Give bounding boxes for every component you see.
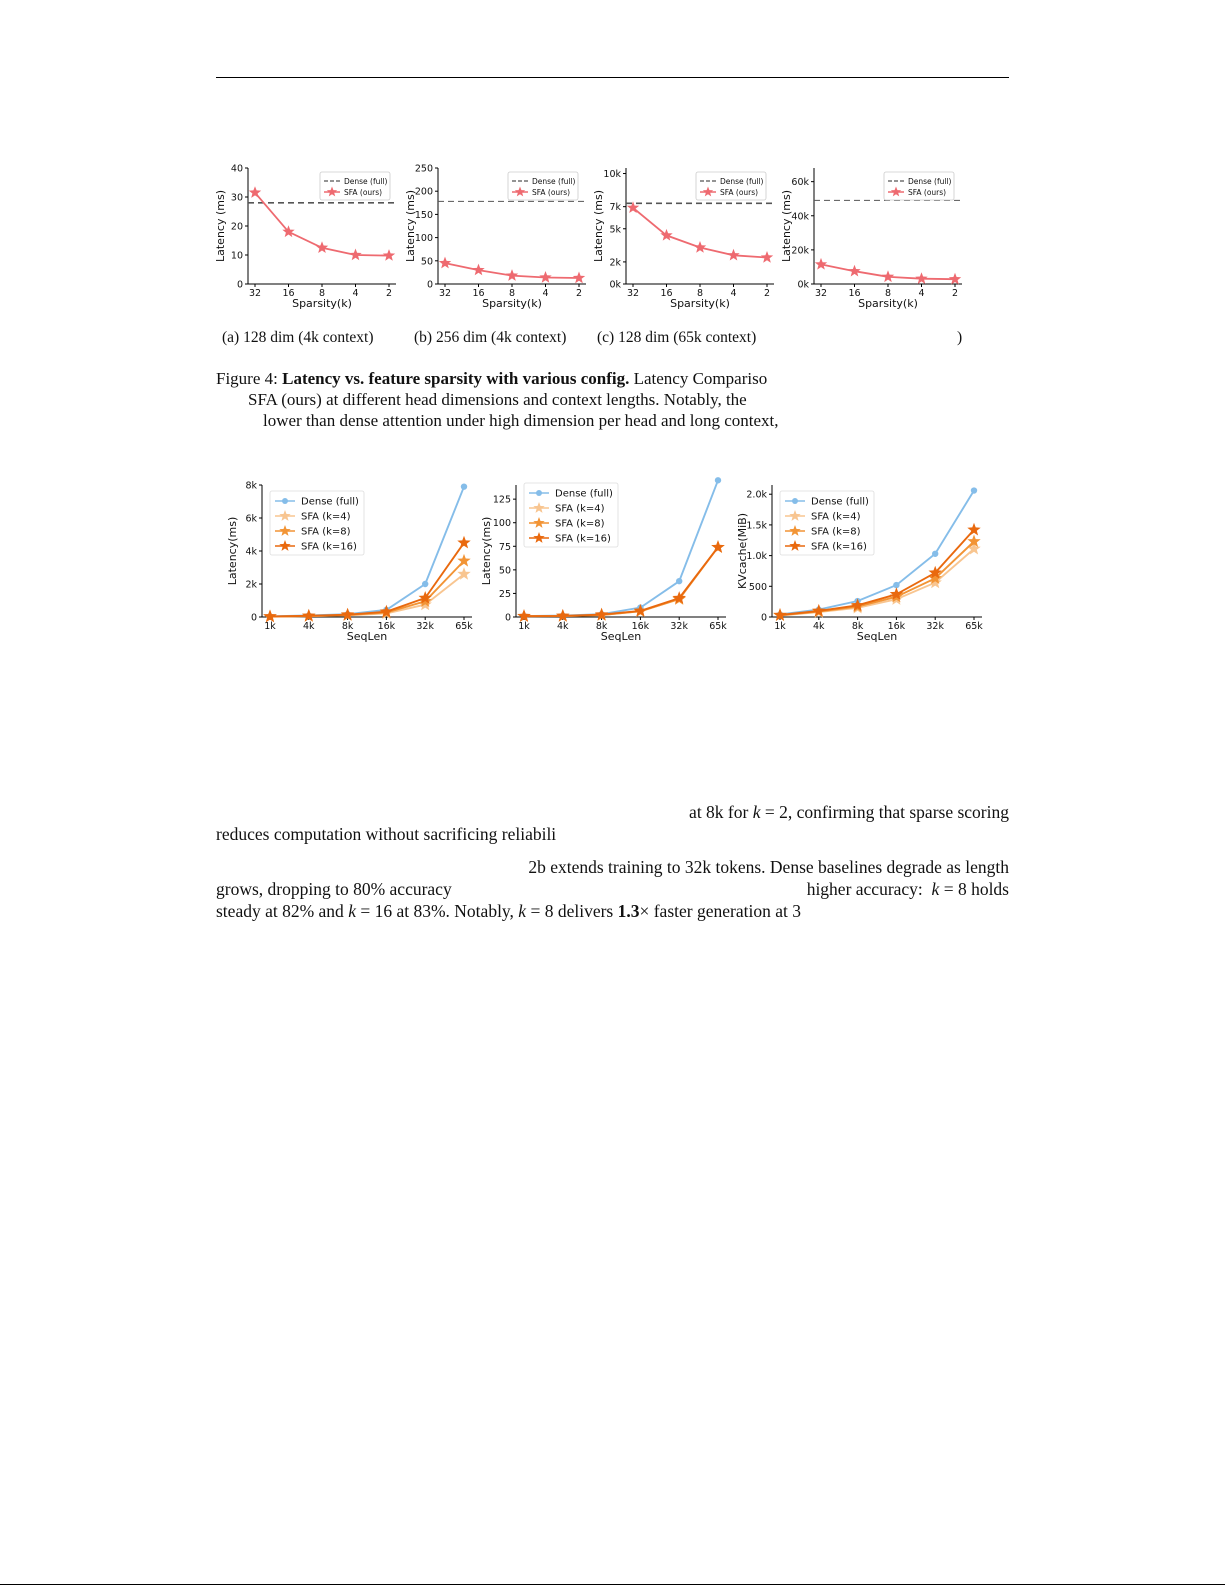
y-axis-label: Latency(ms) bbox=[226, 516, 239, 586]
legend-label: SFA (k=4) bbox=[301, 511, 351, 523]
x-tick-label: 8k bbox=[851, 621, 864, 632]
para2-line1: 2b extends training to 32k tokens. Dense baselines degrade as length bbox=[528, 857, 1009, 877]
y-tick-label: 40 bbox=[230, 163, 243, 175]
para2-line2a: grows, dropping to 80% accuracy bbox=[216, 879, 452, 899]
x-tick-label: 4k bbox=[303, 621, 315, 632]
x-axis-label: Sparsity(k) bbox=[670, 297, 730, 310]
fig4-chart-a bbox=[214, 160, 404, 315]
x-axis-label: Sparsity(k) bbox=[858, 297, 918, 310]
x-tick-label: 65k bbox=[965, 621, 983, 632]
legend-swatch-marker bbox=[536, 490, 542, 496]
subcaption-d-paren: ) bbox=[957, 329, 963, 346]
para1-line1: at 8k for k = 2, confirming that sparse scoring bbox=[689, 802, 1009, 822]
legend-label: Dense (full) bbox=[301, 496, 359, 508]
subcaption-c: (c) 128 dim (65k context) bbox=[597, 329, 757, 346]
legend-sfa-label: SFA (ours) bbox=[720, 188, 759, 197]
x-tick-label: 1k bbox=[518, 621, 530, 632]
subcaption-b: (b) 256 dim (4k context) bbox=[414, 329, 567, 346]
x-tick-label: 4 bbox=[542, 288, 549, 299]
legend-label: SFA (k=8) bbox=[301, 526, 351, 538]
series-line bbox=[270, 574, 464, 617]
caption-text-1: Latency Compariso bbox=[633, 369, 768, 388]
y-axis-label: Latency (ms) bbox=[592, 189, 605, 263]
y-tick-label: 6k bbox=[245, 513, 257, 525]
y-tick-label: 0 bbox=[760, 612, 767, 624]
dense-data-point bbox=[932, 551, 938, 557]
y-tick-label: 20k bbox=[791, 245, 809, 257]
x-axis-label: SeqLen bbox=[346, 630, 388, 643]
y-tick-label: 1.0k bbox=[746, 551, 767, 563]
fig5-chart-kvcache bbox=[734, 477, 994, 649]
legend-label: SFA (k=4) bbox=[811, 511, 861, 523]
sfa-data-point bbox=[439, 257, 451, 269]
x-tick-label: 8 bbox=[318, 288, 326, 299]
x-tick-label: 16k bbox=[887, 621, 906, 632]
sfa-data-point bbox=[727, 249, 739, 261]
x-tick-label: 8 bbox=[884, 288, 892, 299]
x-tick-label: 8k bbox=[341, 621, 354, 632]
x-tick-label: 8 bbox=[696, 288, 704, 299]
legend-sfa-label: SFA (ours) bbox=[532, 188, 571, 197]
y-tick-label: 60k bbox=[791, 177, 809, 189]
sfa-data-point bbox=[349, 249, 361, 261]
y-tick-label: 150 bbox=[414, 209, 433, 221]
x-tick-label: 2 bbox=[951, 288, 959, 299]
sfa-data-point bbox=[815, 258, 827, 270]
x-tick-label: 4 bbox=[730, 288, 737, 299]
y-tick-label: 8k bbox=[245, 480, 257, 492]
legend-sfa-label: SFA (ours) bbox=[344, 188, 383, 197]
sfa-data-point bbox=[249, 186, 261, 198]
series-line bbox=[270, 561, 464, 617]
legend-label: SFA (k=16) bbox=[811, 541, 867, 553]
x-axis-label: Sparsity(k) bbox=[482, 297, 542, 310]
x-tick-label: 1k bbox=[264, 621, 276, 632]
dense-data-point bbox=[676, 578, 682, 584]
sfa-data-point bbox=[457, 536, 470, 549]
x-tick-label: 4k bbox=[813, 621, 825, 632]
x-tick-label: 1k bbox=[774, 621, 786, 632]
legend-swatch-marker bbox=[792, 498, 798, 504]
x-tick-label: 4 bbox=[918, 288, 925, 299]
sfa-data-point bbox=[539, 271, 551, 283]
legend-label: SFA (k=8) bbox=[555, 518, 605, 530]
caption-text-2: SFA (ours) at different head dimensions and context lengths. Notably, the bbox=[248, 390, 747, 409]
sfa-data-point bbox=[694, 241, 706, 253]
caption-text-3: lower than dense attention under high dimension per head and long context, bbox=[263, 411, 779, 430]
y-tick-label: 2k bbox=[245, 579, 257, 591]
dense-data-point bbox=[461, 483, 467, 489]
x-tick-label: 2 bbox=[763, 288, 771, 299]
subcaption-a: (a) 128 dim (4k context) bbox=[222, 329, 374, 346]
x-tick-label: 16 bbox=[660, 288, 673, 299]
y-tick-label: 500 bbox=[748, 581, 767, 593]
y-axis-label: Latency (ms) bbox=[214, 189, 227, 263]
para2-line3: steady at 82% and k = 16 at 83%. Notably, k = 8 delivers 1.3× faster generation at 3 bbox=[216, 901, 801, 921]
y-tick-label: 1.5k bbox=[746, 520, 767, 532]
x-axis-label: Sparsity(k) bbox=[292, 297, 352, 310]
x-tick-label: 32 bbox=[438, 288, 452, 299]
y-tick-label: 40k bbox=[791, 211, 809, 223]
legend-label: SFA (k=16) bbox=[301, 541, 357, 553]
fig4-chart-b bbox=[404, 160, 594, 315]
x-tick-label: 16 bbox=[472, 288, 485, 299]
caption-label: Figure 4: bbox=[216, 369, 278, 388]
x-tick-label: 65k bbox=[709, 621, 727, 632]
header-rule bbox=[216, 77, 1009, 78]
y-axis-label: Latency (ms) bbox=[404, 189, 417, 263]
series-line bbox=[780, 549, 974, 616]
sfa-data-point bbox=[761, 251, 773, 263]
y-tick-label: 0 bbox=[250, 612, 257, 624]
sfa-data-point bbox=[915, 272, 927, 284]
x-tick-label: 4k bbox=[557, 621, 569, 632]
dense-data-point bbox=[971, 487, 977, 493]
y-tick-label: 250 bbox=[414, 163, 433, 175]
y-tick-label: 5k bbox=[609, 224, 621, 236]
x-tick-label: 4 bbox=[352, 288, 359, 299]
y-tick-label: 100 bbox=[492, 518, 511, 530]
para2-line2b: higher accuracy: k = 8 holds bbox=[806, 879, 1009, 899]
sfa-data-point bbox=[711, 540, 724, 553]
x-tick-label: 2 bbox=[575, 288, 583, 299]
x-tick-label: 16k bbox=[631, 621, 650, 632]
y-tick-label: 50 bbox=[420, 256, 433, 268]
sfa-data-point bbox=[848, 265, 860, 277]
y-tick-label: 20 bbox=[230, 221, 243, 233]
legend-label: SFA (k=4) bbox=[555, 503, 605, 515]
y-tick-label: 7k bbox=[609, 202, 621, 214]
sfa-data-point bbox=[506, 269, 518, 281]
x-tick-label: 32 bbox=[626, 288, 640, 299]
legend-dense-label: Dense (full) bbox=[908, 177, 952, 186]
y-tick-label: 200 bbox=[414, 186, 433, 198]
legend-swatch-marker bbox=[282, 498, 288, 504]
x-tick-label: 16 bbox=[848, 288, 861, 299]
sfa-data-point bbox=[634, 604, 647, 617]
x-tick-label: 32k bbox=[670, 621, 688, 632]
legend-label: SFA (k=8) bbox=[811, 526, 861, 538]
y-axis-label: Latency (ms) bbox=[780, 189, 793, 263]
x-tick-label: 16k bbox=[377, 621, 396, 632]
legend-label: SFA (k=16) bbox=[555, 533, 611, 545]
x-tick-label: 32 bbox=[814, 288, 828, 299]
y-tick-label: 0 bbox=[236, 279, 243, 291]
y-tick-label: 0 bbox=[426, 279, 433, 291]
y-tick-label: 100 bbox=[414, 233, 433, 245]
x-tick-label: 8 bbox=[508, 288, 516, 299]
x-tick-label: 65k bbox=[455, 621, 473, 632]
legend-dense-label: Dense (full) bbox=[532, 177, 576, 186]
y-tick-label: 10k bbox=[603, 169, 621, 181]
x-tick-label: 32k bbox=[926, 621, 944, 632]
y-tick-label: 125 bbox=[492, 494, 511, 506]
x-tick-label: 8k bbox=[595, 621, 608, 632]
sfa-data-point bbox=[472, 264, 484, 276]
legend-label: Dense (full) bbox=[555, 488, 613, 500]
sfa-data-point bbox=[316, 241, 328, 253]
legend-sfa-label: SFA (ours) bbox=[908, 188, 947, 197]
sfa-data-point bbox=[949, 273, 961, 285]
y-tick-label: 0k bbox=[609, 279, 621, 291]
y-tick-label: 10 bbox=[230, 250, 243, 262]
fig5-chart-latency-2 bbox=[482, 477, 732, 649]
y-tick-label: 0 bbox=[504, 612, 511, 624]
sfa-data-point bbox=[573, 272, 585, 284]
legend-dense-label: Dense (full) bbox=[720, 177, 764, 186]
legend-label: Dense (full) bbox=[811, 496, 869, 508]
legend-dense-label: Dense (full) bbox=[344, 177, 388, 186]
x-axis-label: SeqLen bbox=[856, 630, 898, 643]
x-tick-label: 16 bbox=[282, 288, 295, 299]
y-tick-label: 25 bbox=[498, 588, 511, 600]
caption-title: Latency vs. feature sparsity with various config. bbox=[282, 369, 630, 388]
x-tick-label: 32k bbox=[416, 621, 434, 632]
y-axis-label: Latency(ms) bbox=[480, 516, 493, 586]
fig4-chart-d bbox=[780, 160, 975, 315]
y-tick-label: 2.0k bbox=[746, 489, 767, 501]
y-tick-label: 0k bbox=[797, 279, 809, 291]
sfa-data-point bbox=[660, 229, 672, 241]
dense-data-point bbox=[715, 477, 721, 483]
x-axis-label: SeqLen bbox=[600, 630, 642, 643]
x-tick-label: 2 bbox=[385, 288, 393, 299]
y-tick-label: 4k bbox=[245, 546, 257, 558]
dense-data-point bbox=[422, 581, 428, 587]
y-tick-label: 75 bbox=[498, 541, 511, 553]
fig4-chart-c bbox=[592, 160, 782, 315]
y-tick-label: 50 bbox=[498, 565, 511, 577]
y-axis-label: KVcache(MiB) bbox=[736, 513, 749, 589]
y-tick-label: 30 bbox=[230, 192, 243, 204]
y-tick-label: 2k bbox=[609, 257, 621, 269]
para1-line2: reduces computation without sacrificing reliabili bbox=[216, 824, 557, 844]
sfa-data-point bbox=[383, 249, 395, 261]
sfa-data-point bbox=[882, 270, 894, 282]
x-tick-label: 32 bbox=[248, 288, 262, 299]
fig5-chart-latency-1 bbox=[228, 477, 488, 649]
